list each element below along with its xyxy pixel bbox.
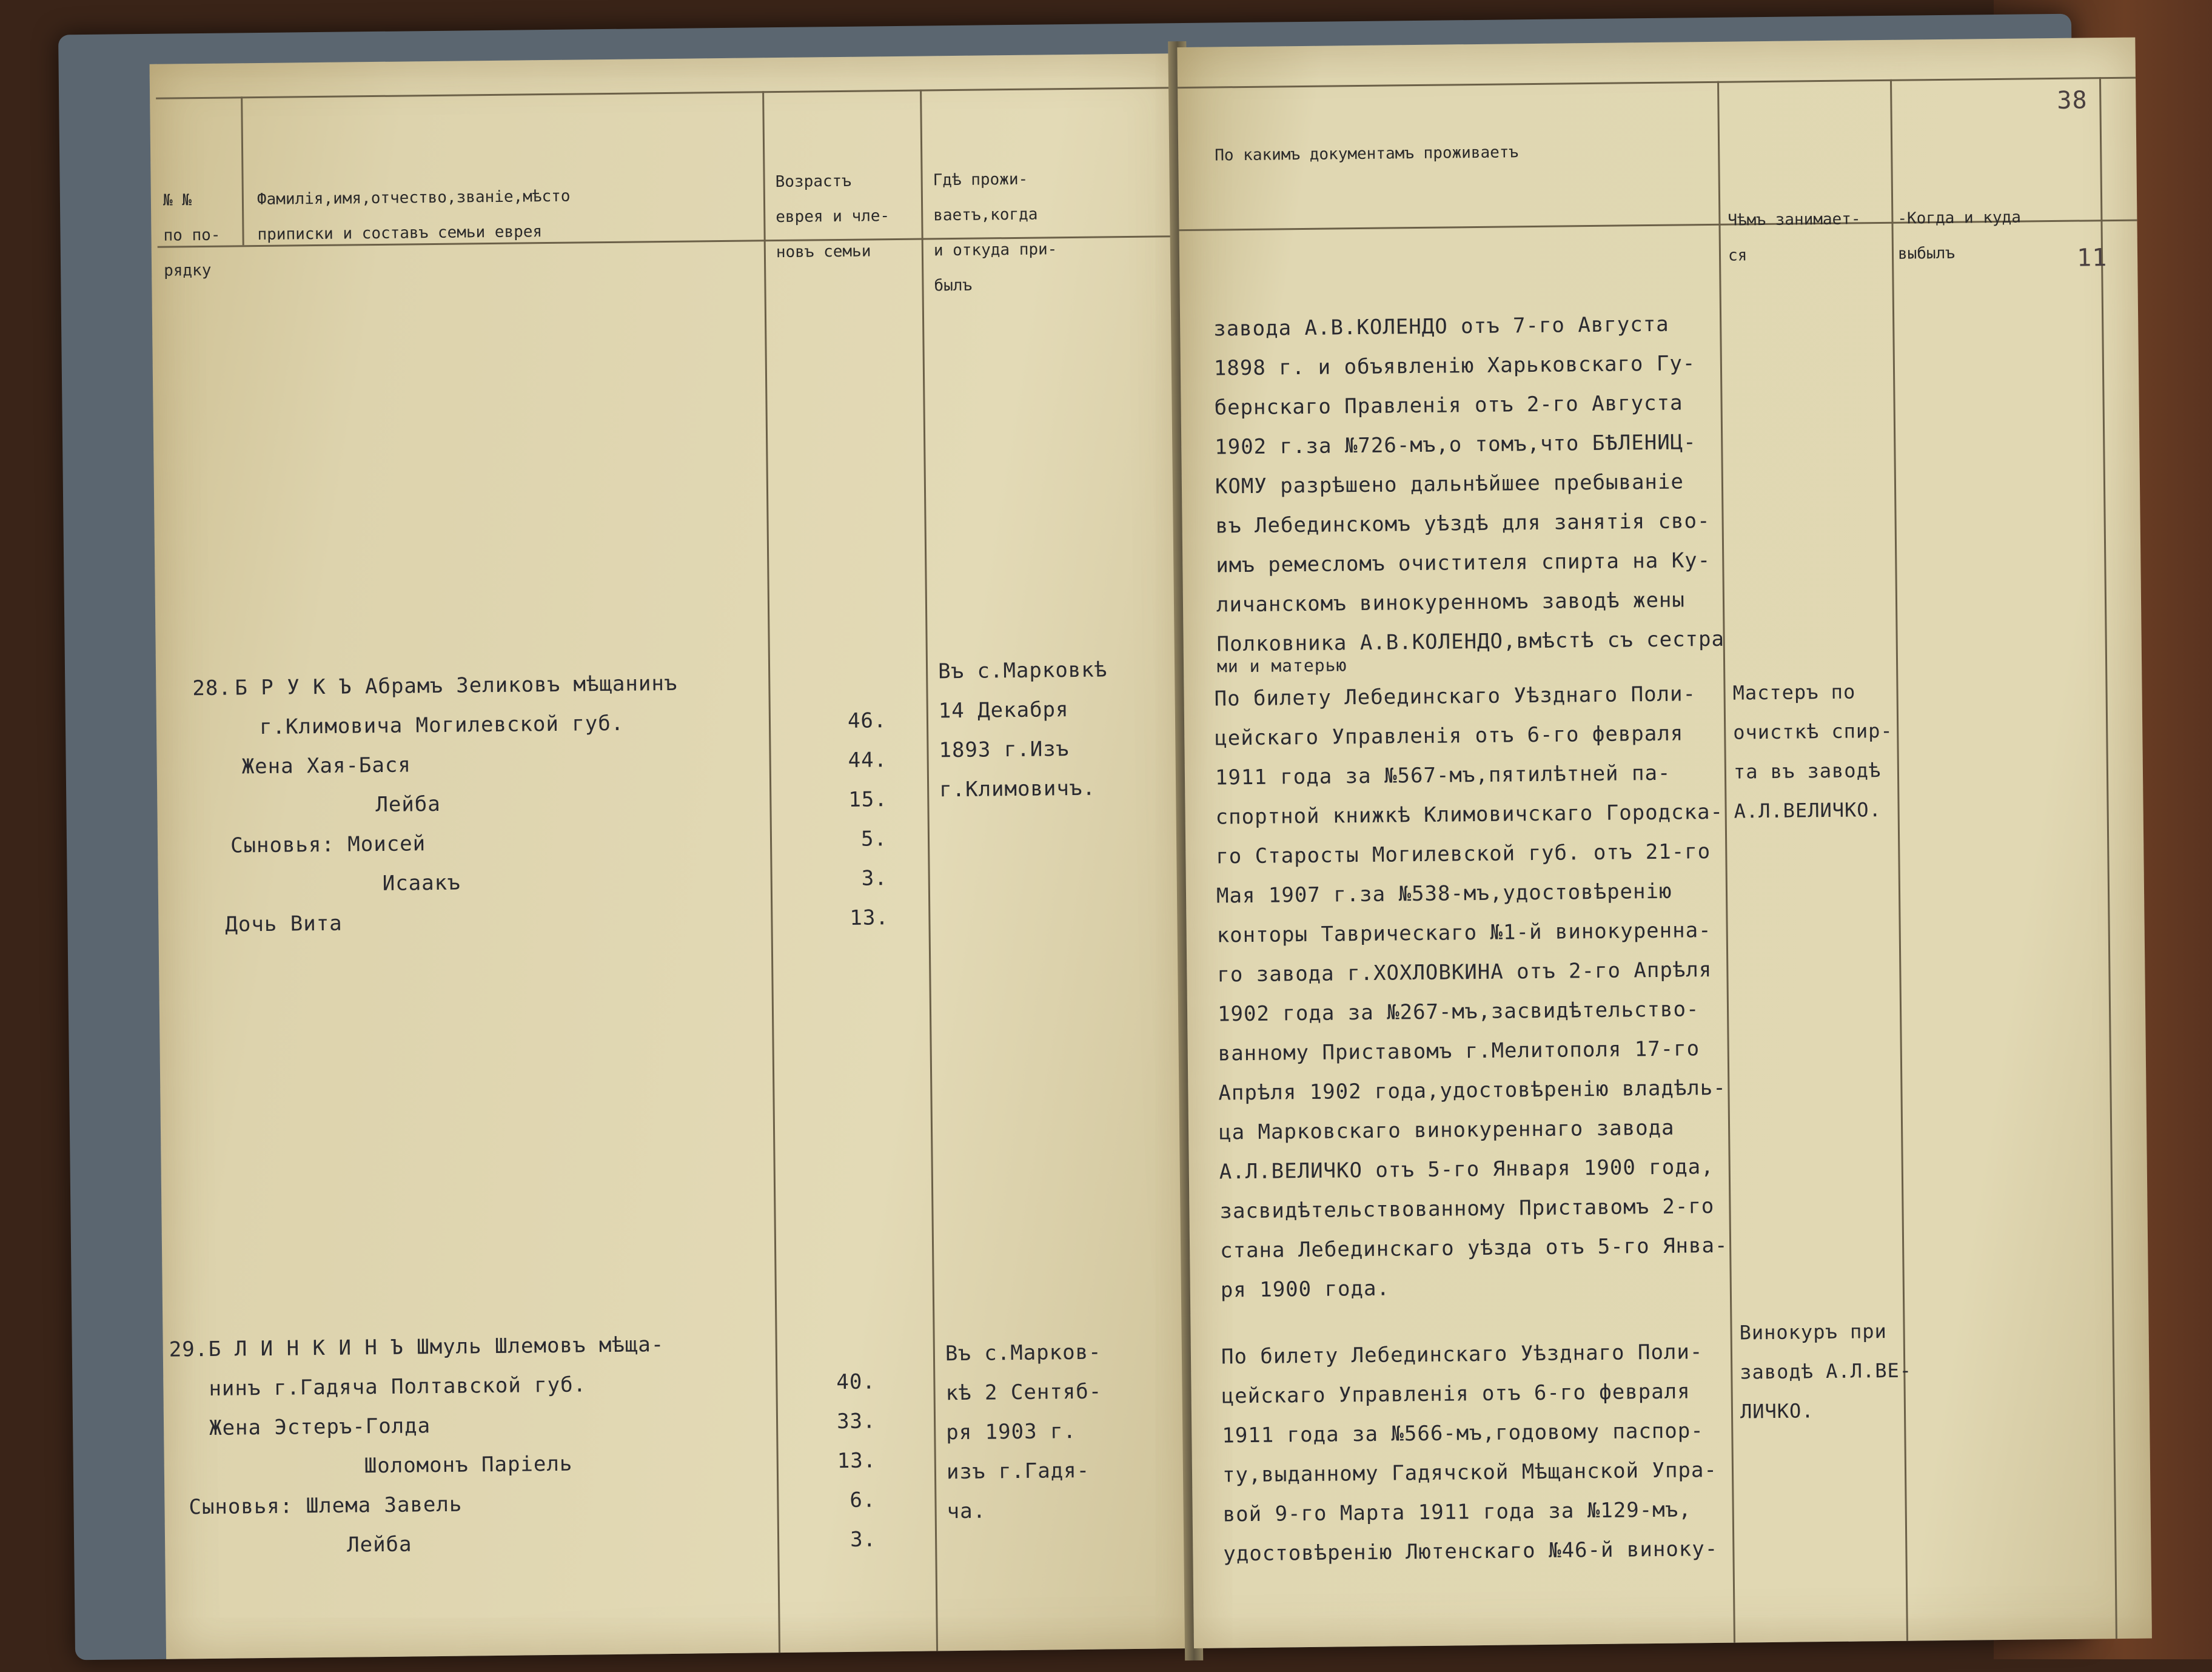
left-page	[150, 53, 1197, 1659]
column-rule	[241, 96, 244, 245]
entry-name-line: нинъ г.Гадяча Полтавской губ.	[209, 1372, 587, 1401]
entry-name-line: Б Л И Н К И Н Ъ Шмуль Шлемовъ мѣща-	[208, 1332, 665, 1361]
header-col-number: № № по по- рядку	[163, 191, 221, 280]
entry-residence: г.Климовичъ.	[939, 776, 1096, 802]
entry-residence: 14 Декабря	[938, 697, 1069, 724]
header-col-age: Возрастъ еврея и чле- новъ семьи	[775, 172, 890, 262]
page-number-handwritten: 11	[2076, 244, 2108, 272]
header-col-occupation: Чѣмъ занимает- ся	[1728, 210, 1861, 265]
continuation-text: завода А.В.КОЛЕНДО отъ 7-го Августа 1898 г. и объявленію Харьковскаго Гу- бернскаго Правленія отъ 2-го Августа 1902 г.за №726-мъ,о томъ,что БѢЛЕНИЦ- КОМУ разрѣшено дальнѣйшее пребываніе въ Лебединскомъ уѣздѣ для занятія сво- имъ ремесломъ очистителя спирта на Ку- личанскомъ винокуренномъ заводѣ жены Полковника А.В.КОЛЕНДО,вмѣстѣ съ сестра ми и матерью	[1213, 312, 1725, 677]
entry-age: 44.	[848, 748, 888, 773]
entry-residence: кѣ 2 Сентяб-	[945, 1379, 1102, 1406]
entry-residence: изъ г.Гадя-	[946, 1458, 1090, 1485]
column-rule	[2099, 77, 2117, 1639]
entry-residence: ча.	[947, 1499, 987, 1524]
entry-documents: По билету Лебединскаго Уѣзднаго Поли- цейскаго Управленія отъ 6-го февраля 1911 года за №567-мъ,пятилѣтней па- спортной книжкѣ Климовичскаго Городска- го Старосты Могилевской губ. отъ 21-го Мая 1907 г.за №538-мъ,удостовѣренію конторы Таврическаго №1-й винокуренна- го завода г.ХОХЛОВКИНА отъ 2-го Апрѣля 1902 года за №267-мъ,засвидѣтельство- ванному Приставомъ г.Мелитополя 17-го Апрѣля 1902 года,удостовѣренію владѣль- ца Марковскаго винокуреннаго завода А.Л.ВЕЛИЧКО отъ 5-го Января 1900 года, засвидѣтельствованному Приставомъ 2-го стана Лебединскаго уѣзда отъ 5-го Янва- ря 1900 года.	[1214, 682, 1728, 1303]
entry-residence: Въ с.Марков-	[945, 1340, 1102, 1366]
entry-name-line: Лейба	[346, 1532, 412, 1557]
entry-age: 40.	[836, 1369, 876, 1395]
entry-name-line: Лейба	[375, 791, 441, 818]
entry-residence: ря 1903 г.	[946, 1419, 1077, 1445]
header-col-documents: По какимъ документамъ проживаетъ	[1215, 143, 1519, 165]
entry-name-line: Жена Хая-Бася	[241, 753, 412, 779]
entry-name-line: Б Р У К Ъ Абрамъ Зеликовъ мѣщанинъ	[235, 671, 678, 700]
entry-age: 5.	[860, 827, 888, 851]
entry-age: 3.	[861, 866, 888, 891]
entry-residence: Въ с.Марковкѣ	[937, 657, 1108, 684]
entry-age: 6.	[850, 1488, 876, 1513]
entry-name-line: г.Климовича Могилевской губ.	[259, 711, 625, 740]
entry-age: 33.	[836, 1409, 876, 1434]
entry-name-line: Сыновья: Шлема Завель	[189, 1492, 463, 1520]
entry-number: 28.	[192, 676, 232, 701]
entry-name-line: Шоломонъ Паріель	[364, 1451, 573, 1479]
entry-documents: По билету Лебединскаго Уѣзднаго Поли- цейскаго Управленія отъ 6-го февраля 1911 года за №566-мъ,годовому паспор- ту,выданному Гадячской Мѣщанской Упра- вой 9-го Марта 1911 года за №129-мъ, удостовѣренію Лютенскаго №46-й виноку-	[1221, 1340, 1718, 1566]
header-col-name: Фамилія,имя,отчество,званіе,мѣсто приписки и составъ семьи еврея	[256, 187, 571, 244]
header-col-departure: -Когда и куда выбылъ	[1897, 208, 2022, 263]
entry-age: 3.	[850, 1527, 877, 1552]
entry-name-line: Жена Эстеръ-Голда	[209, 1414, 431, 1440]
entry-residence: 1893 г.Изъ	[939, 737, 1070, 763]
entry-number: 29.	[169, 1337, 209, 1362]
entry-occupation: Винокуръ при заводѣ А.Л.ВЕ- ЛИЧКО.	[1739, 1319, 1912, 1423]
entry-occupation: Мастеръ по очисткѣ спир- та въ заводѣ А.Л.ВЕЛИЧКО.	[1732, 680, 1893, 823]
entry-age: 13.	[837, 1448, 877, 1474]
entry-age: 13.	[850, 905, 890, 930]
entry-age: 15.	[848, 787, 888, 812]
entry-name-line: Сыновья: Моисей	[230, 831, 426, 858]
header-col-residence: Гдѣ прожи- ваетъ,когда и откуда при- былъ	[933, 170, 1057, 295]
page-number-handwritten: 38	[2057, 86, 2088, 115]
entry-age: 46.	[847, 708, 887, 733]
right-page	[1177, 38, 2152, 1648]
entry-name-line: Исаакъ	[382, 870, 461, 896]
entry-name-line: Дочь Вита	[225, 911, 343, 937]
ledger-binder	[58, 14, 2108, 1660]
header-top-rule	[1178, 77, 2136, 89]
